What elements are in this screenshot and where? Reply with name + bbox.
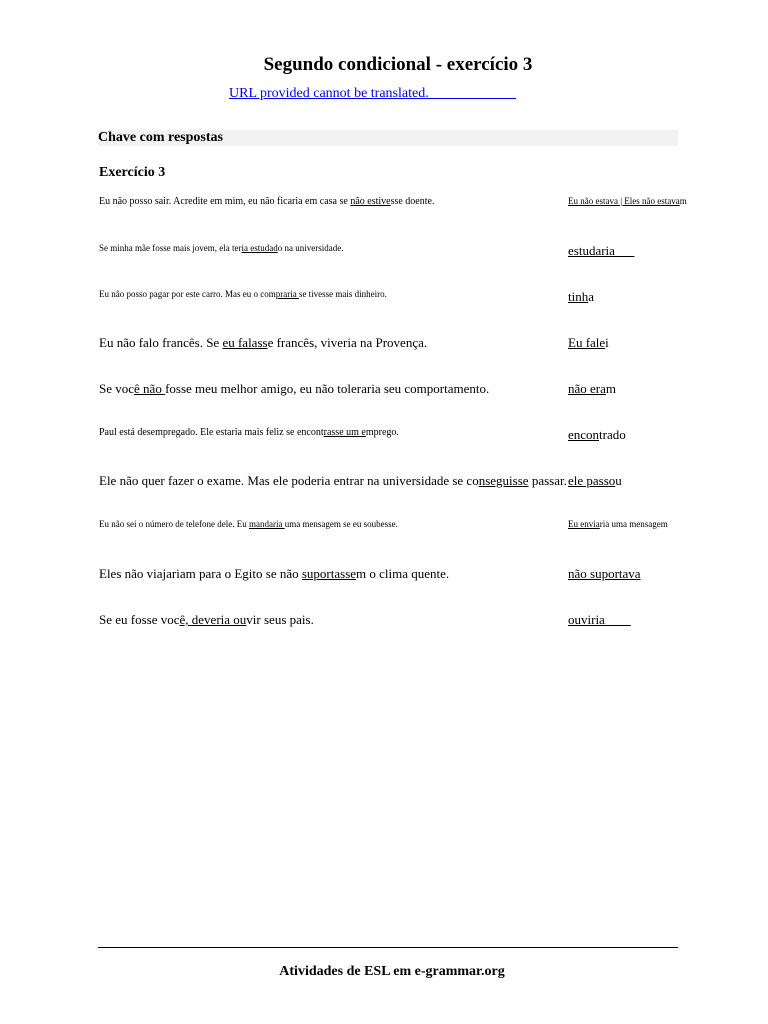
answer-underlined-segment: Eu não estava | Eles não estava (568, 196, 680, 206)
sentence-segment: Se voc (99, 381, 135, 396)
sentence-segment: e francês, viveria na Provença. (267, 335, 428, 350)
answer-segment: i (605, 335, 609, 350)
exercise-sentence (99, 289, 387, 299)
footer-divider (98, 947, 678, 948)
exercise-answer (568, 381, 616, 397)
sentence-segment: uma mensagem se eu soubesse. (284, 519, 398, 529)
sentence-segment: Eu não posso pagar por este carro. Mas eu o com (99, 289, 276, 299)
answer-underlined-segment: Eu envia (568, 519, 600, 529)
answer-key-heading-label: Chave com respostas (98, 130, 223, 145)
sentence-underlined-segment: rasse um e (323, 427, 366, 438)
sentence-segment: Paul está desempregado. Ele estaria mais feliz se encont (99, 427, 324, 438)
sentence-segment: vir seus pais. (246, 612, 314, 627)
sentence-segment: o na universidade. (277, 243, 344, 253)
exercise-answer (568, 519, 668, 529)
sentence-underlined-segment: praria (275, 289, 299, 299)
source-link[interactable]: URL provided cannot be translated. (229, 86, 517, 101)
sentence-segment: Se eu fosse voc (99, 612, 180, 627)
answer-underlined-segment: ouviria (568, 612, 631, 627)
exercise-heading: Exercício 3 (99, 165, 166, 180)
sentence-segment: Eu não falo francês. Se (99, 335, 223, 350)
exercise-answer (568, 335, 609, 351)
answer-segment: m (605, 381, 617, 396)
sentence-segment: Eu não sei o número de telefone dele. Eu (99, 519, 249, 529)
answer-segment: ria uma mensagem (599, 519, 668, 529)
sentence-underlined-segment: ê não (134, 381, 166, 396)
exercise-sentence (99, 519, 398, 529)
exercise-sentence (99, 566, 449, 582)
sentence-underlined-segment: ê, deveria ou (179, 612, 247, 627)
sentence-underlined-segment: eu falass (222, 335, 268, 350)
sentence-segment: Eu não posso sair. Acredite em mim, eu não ficaria em casa se (99, 196, 351, 207)
exercise-answer (568, 566, 641, 582)
sentence-segment: Eles não viajariam para o Egito se não (99, 566, 302, 581)
exercise-answer (568, 243, 634, 259)
answer-segment: trado (599, 427, 626, 442)
exercise-sentence (99, 381, 489, 397)
answer-segment: a (588, 289, 595, 304)
exercise-answer (568, 289, 594, 305)
sentence-segment: mprego. (365, 427, 399, 438)
sentence-segment: passar. (528, 473, 567, 488)
exercise-answer (568, 473, 622, 489)
sentence-underlined-segment: ia estudad (241, 243, 278, 253)
answer-underlined-segment: não era (568, 381, 606, 396)
exercise-answer (568, 427, 626, 443)
sentence-segment: Se minha mãe fosse mais jovem, ela ter (99, 243, 242, 253)
answer-underlined-segment: não suportava (568, 566, 641, 581)
sentence-underlined-segment: suportasse (301, 566, 357, 581)
sentence-underlined-segment: mandaria (248, 519, 285, 529)
answer-underlined-segment: encon (568, 427, 600, 442)
exercise-sentence (99, 473, 567, 489)
sentence-underlined-segment: nseguisse (478, 473, 529, 488)
answer-underlined-segment: estudaria (568, 243, 635, 258)
exercise-sentence (99, 243, 343, 253)
page-title: Segundo condicional - exercício 3 (263, 54, 533, 75)
sentence-segment: Ele não quer fazer o exame. Mas ele poderia entrar na universidade se co (99, 473, 479, 488)
exercise-answer (568, 196, 687, 206)
answer-underlined-segment: ele passo (568, 473, 616, 488)
sentence-segment: sse doente. (390, 196, 435, 207)
answer-key-heading (98, 130, 678, 146)
exercise-sentence (99, 427, 399, 438)
exercise-sentence (99, 612, 314, 628)
exercise-sentence (99, 196, 434, 207)
sentence-underlined-segment: não estive (350, 196, 391, 207)
sentence-segment: fosse meu melhor amigo, eu não toleraria seu comportamento. (165, 381, 490, 396)
footer-text: Atividades de ESL em e-grammar.org (279, 964, 505, 979)
answer-segment: u (615, 473, 622, 488)
sentence-segment: se tivesse mais dinheiro. (298, 289, 387, 299)
exercise-sentence (99, 335, 427, 351)
answer-segment: m (679, 196, 687, 206)
sentence-segment: m o clima quente. (356, 566, 450, 581)
exercise-answer (568, 612, 631, 628)
answer-underlined-segment: Eu fale (568, 335, 606, 350)
answer-underlined-segment: tinh (568, 289, 589, 304)
